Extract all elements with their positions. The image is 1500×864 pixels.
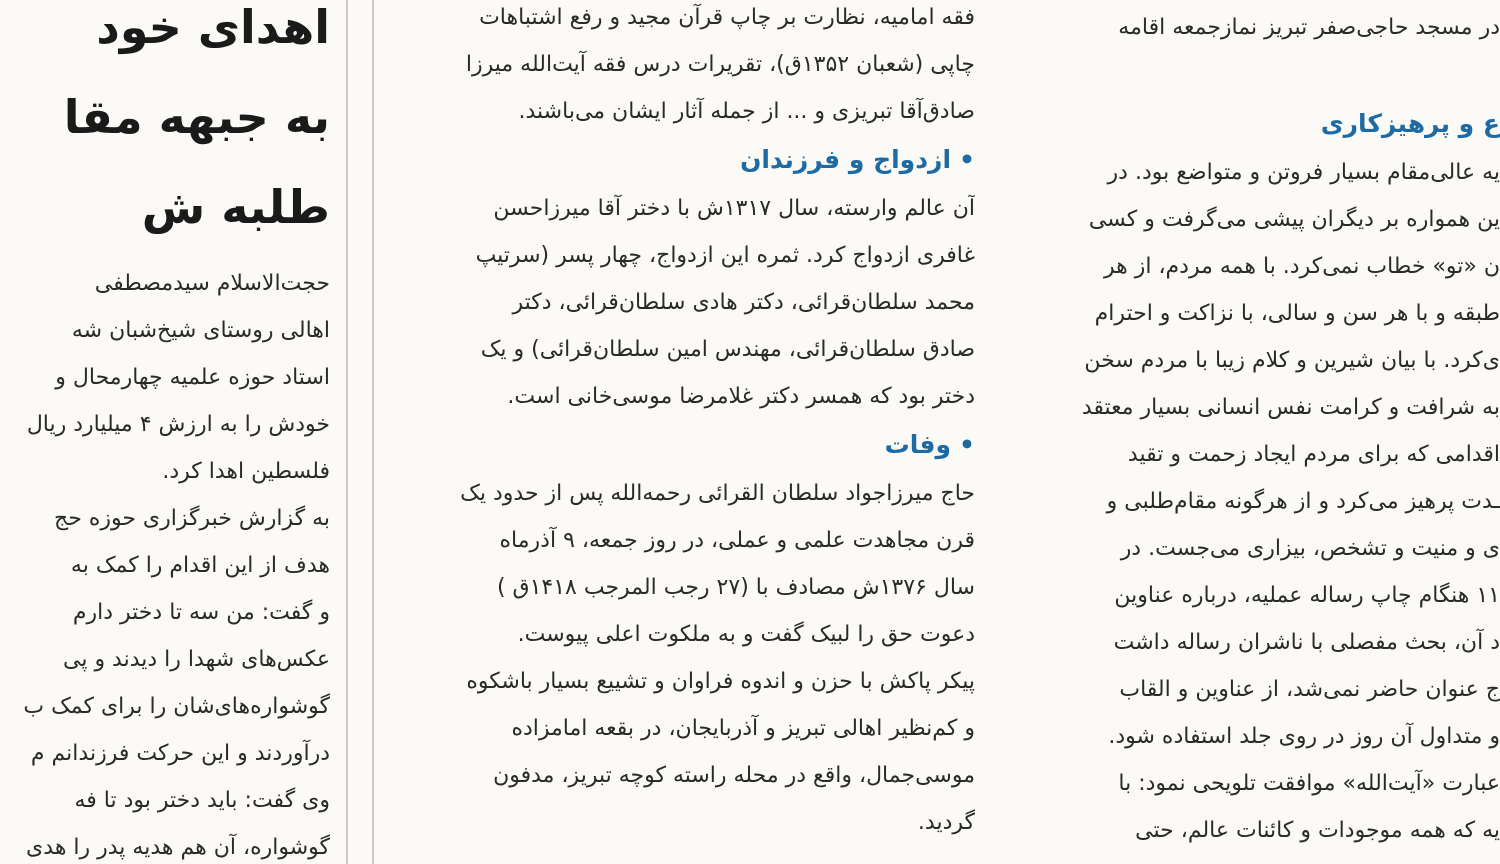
left-article-headline [0, 0, 330, 252]
text-line: غافری ازدواج کرد. ثمره این ازدواج، چهار پسر (سرتیپ [475, 243, 975, 268]
text-line: عکس‌های شهدا را دیدند و پی [62, 647, 330, 672]
text-line: سال ۱۳۷۶ش مصادف با (۲۷ رجب المرجب ۱۴۱۸ق ) [496, 575, 975, 600]
text-line: استاد حوزه علمیه چهارمحال و [55, 365, 330, 390]
text-line: وی گفت: باید دختر بود تا فه [74, 788, 330, 813]
headline-line: به جبهه مقا [63, 90, 330, 144]
heading-label: ع و پرهیزکاری [1320, 109, 1500, 138]
text-line: دعوت حق را لبیک گفت و به ملکوت اعلی پیوست. [517, 622, 975, 647]
text-line: د آن، بحث مفصلی با ناشران رساله داشت [1113, 630, 1500, 655]
column-divider [372, 0, 374, 864]
text-line: قرن مجاهدت علمی و عملی، در روز جمعه، ۹ آذرماه [499, 528, 975, 553]
text-line: ج عنوان حاضر نمی‌شد، از عناوین و القاب [1119, 677, 1500, 702]
piety-paragraph [1015, 149, 1500, 854]
text-line: حجت‌الاسلام سید‌مصطفی [94, 271, 330, 296]
text-line: به گزارش خبرگزاری حوزه حج [54, 506, 330, 531]
headline-line: طلبه ش [141, 180, 330, 234]
intro-paragraph [385, 0, 975, 135]
text-line: گوشواره‌های‌شان را برای کمک ب [23, 694, 330, 719]
text-line: فلسطین اهدا کرد. [162, 459, 330, 484]
text-line: هدف از این اقدام را کمک به [70, 553, 330, 578]
text-line: عبارت «آیت‌الله» موافقت تلویحی نمود: با [1118, 771, 1500, 796]
text-line: خودش را به ارزش ۴ میلیارد ریال [26, 412, 330, 437]
bullet-icon: • [959, 145, 975, 174]
text-line: گردید. [917, 810, 975, 835]
text-line: حاج میرزاجواد سلطان القرائی رحمه‌الله پس از حدود یک [460, 481, 975, 506]
text-line: پیکر پاکش با حزن و اندوه فراوان و تشییع بسیار باشکوه [466, 669, 975, 694]
column-divider [346, 0, 348, 864]
text-line: و متداول آن روز در روی جلد استفاده شود. [1108, 724, 1500, 749]
text-line: فقه امامیه، نظارت بر چاپ قرآن مجید و رفع اشتباهات [479, 5, 975, 30]
heading-label: ازدواج و فرزندان [740, 145, 952, 174]
left-article-body [0, 260, 330, 864]
section-heading-piety [1015, 99, 1500, 149]
death-paragraph [385, 470, 975, 846]
text-line: صادق‌آقا تبریزی و ... از جمله آثار ایشان می‌باشند. [518, 99, 975, 124]
middle-article-column [385, 0, 975, 864]
left-article-column [0, 0, 330, 864]
text-line: یه که همه موجودات و کائنات عالم، حتی [1135, 818, 1500, 843]
text-line: ی‌کرد. با بیان شیرین و کلام زیبا با مردم سخن [1084, 348, 1500, 373]
text-line: صادق سلطان‌قرائی، مهندس امین سلطان‌قرائی) و یک [480, 337, 975, 362]
text-line: و کم‌نظیر اهالی تبریز و آذربایجان، در بقعه امامزاده [511, 716, 975, 741]
text-line: اقدامی که برای مردم ایجاد زحمت و تقید [1127, 442, 1500, 467]
text-line: محمد سلطان‌قرائی، دکتر هادی سلطان‌قرائی، دکتر [512, 290, 975, 315]
text-line: آن عالم وارسته، سال ۱۳۱۷ش با دختر آقا میرزاحسن [493, 196, 975, 221]
text-line: و گفت: من سه تا دختر دارم [72, 600, 330, 625]
text-line: ن «تو» خطاب نمی‌کرد. با همه مردم، از هر [1103, 254, 1500, 279]
text-line: به شرافت و کرامت نفس انسانی بسیار معتقد [1081, 395, 1500, 420]
text-line: ـدت پرهیز می‌کرد و از هرگونه مقام‌طلبی و [1106, 489, 1500, 514]
text-line: یه عالی‌مقام بسیار فروتن و متواضع بود. در [1107, 160, 1500, 185]
text-line: درآوردند و این حرکت فرزندانم م [30, 741, 330, 766]
heading-label: وفات [884, 430, 952, 459]
text-line: ۱۱ هنگام چاپ رساله عملیه، درباره عناوین [1114, 583, 1500, 608]
right-article-column [1015, 0, 1500, 864]
text-line: چاپی (شعبان ۱۳۵۲ق)، تقریرات درس فقه آیت‌الله میرزا [465, 52, 975, 77]
bullet-icon: • [959, 430, 975, 459]
text-line: در مسجد حاجی‌صفر تبریز نمازجمعه اقامه [1118, 15, 1500, 40]
section-heading-death [385, 420, 975, 470]
marriage-paragraph [385, 185, 975, 420]
text-line: اهالی روستای شیخ‌شبان شه [71, 318, 330, 343]
text-line: ی و منیت و تشخص، بیزاری می‌جست. در [1120, 536, 1500, 561]
headline-line: اهدای خود [96, 0, 330, 54]
text-line: ین همواره بر دیگران پیشی می‌گرفت و کسی [1088, 207, 1500, 232]
text-line: گوشواره، آن هم هدیه پدر را هدی [26, 835, 330, 860]
section-heading-marriage [385, 135, 975, 185]
text-line: دختر بود که همسر دکتر غلامرضا موسی‌خانی است. [507, 384, 975, 409]
text-line: موسی‌جمال، واقع در محله راسته کوچه تبریز، مدفون [493, 763, 975, 788]
text-line: طبقه و با هر سن و سالی، با نزاکت و احترام [1094, 301, 1500, 326]
